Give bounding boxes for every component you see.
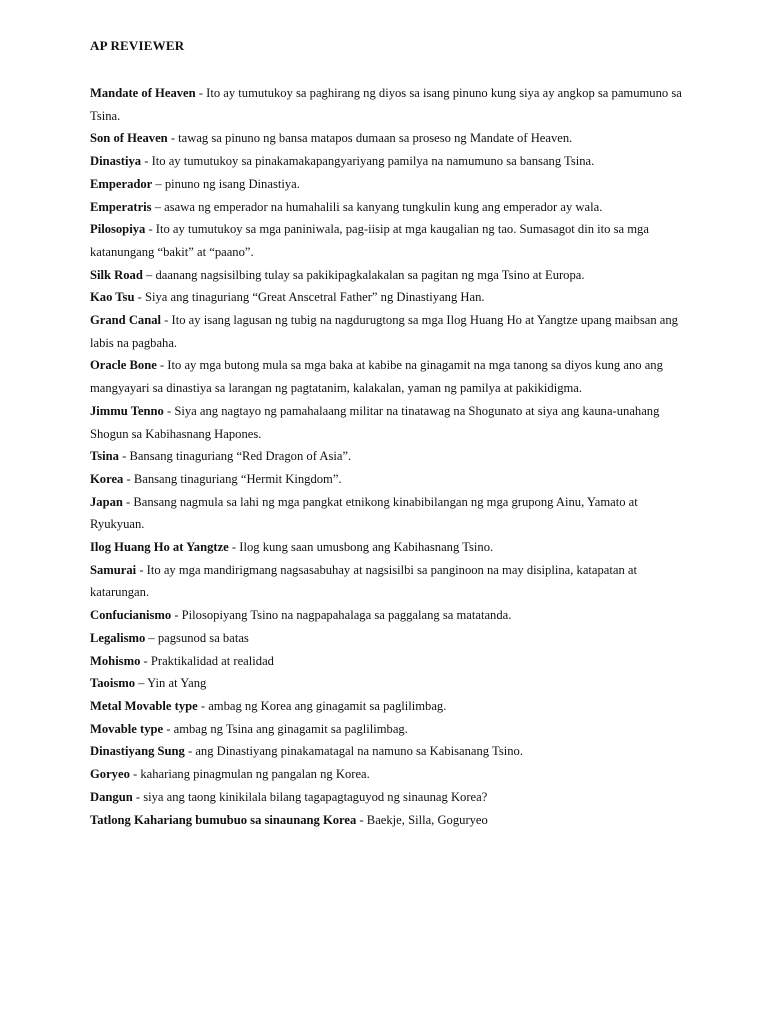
- entry-term: Legalismo: [90, 630, 146, 645]
- entry-definition: - Siya ang nagtayo ng pamahalaang militar na tinatawag na Shogunato at siya ang kauna-unahang Shogun sa Kabihasnang Hapones.: [90, 403, 660, 441]
- glossary-entry: [90, 173, 690, 196]
- glossary-entry: [90, 445, 690, 468]
- entry-term: Ilog Huang Ho at Yangtze: [90, 540, 229, 555]
- glossary-entry: [90, 150, 690, 173]
- entry-term: Mandate of Heaven: [90, 86, 196, 100]
- glossary-list: [90, 82, 690, 831]
- entry-term: Tsina: [90, 449, 119, 464]
- entry-definition: – pinuno ng isang Dinastiya.: [152, 176, 300, 191]
- glossary-entry: [90, 218, 690, 263]
- entry-definition: – pagsunod sa batas: [145, 630, 249, 645]
- entry-term: Taoismo: [90, 676, 136, 691]
- glossary-entry: [90, 650, 690, 673]
- entry-definition: - Ito ay tumutukoy sa pinakamakapangyariyang pamilya na namumuno sa bansang Tsina.: [141, 154, 595, 169]
- entry-term: Mohismo: [90, 653, 141, 668]
- entry-definition: - Pilosopiyang Tsino na nagpapahalaga sa paggalang sa matatanda.: [171, 608, 512, 623]
- entry-definition: - Ito ay mga butong mula sa mga baka at kabibe na ginagamit na mga tanong sa diyos kung ano ang mangyayari sa dinastiya sa larangan ng pagtatanim, kalakalan, yaman ng pamilya at pakikidigma.: [90, 358, 663, 396]
- entry-definition: - Ilog kung saan umusbong ang Kabihasnang Tsino.: [228, 540, 494, 555]
- entry-definition: - Siya ang tinaguriang “Great Anscetral Father” ng Dinastiyang Han.: [134, 290, 485, 305]
- entry-definition: - Bansang nagmula sa lahi ng mga pangkat etnikong kinabibilangan ng mga grupong Ainu, Yamato at Ryukyuan.: [90, 494, 638, 532]
- entry-term: Son of Heaven: [90, 131, 168, 146]
- entry-definition: - Ito ay isang lagusan ng tubig na nagdurugtong sa mga Ilog Huang Ho at Yangtze upang maibsan ang labis na pagbaha.: [90, 313, 678, 350]
- entry-definition: - Ito ay tumutukoy sa mga paniniwala, pag-iisip at mga kaugalian ng tao. Sumasagot din ito sa mga katanungang “bakit” at “paano”.: [90, 222, 649, 259]
- entry-term: Dinastiyang Sung: [90, 744, 185, 759]
- entry-term: Samurai: [90, 562, 137, 577]
- glossary-entry: [90, 468, 690, 491]
- entry-term: Silk Road: [90, 267, 143, 282]
- entry-definition: - Baekje, Silla, Goguryeo: [356, 812, 488, 827]
- document-page: [90, 38, 690, 831]
- glossary-entry: [90, 627, 690, 650]
- entry-term: Korea: [90, 471, 124, 486]
- entry-definition: – asawa ng emperador na humahalili sa kanyang tungkulin kung ang emperador ay wala.: [151, 199, 603, 214]
- glossary-entry: [90, 786, 690, 809]
- entry-definition: - ang Dinastiyang pinakamatagal na namuno sa Kabisanang Tsino.: [184, 744, 523, 759]
- entry-term: Grand Canal: [90, 313, 162, 328]
- entry-term: Pilosopiya: [90, 222, 146, 237]
- glossary-entry: [90, 309, 690, 354]
- glossary-entry: [90, 354, 690, 399]
- glossary-entry: [90, 604, 690, 627]
- glossary-entry: [90, 763, 690, 786]
- document-title: AP REVIEWER: [90, 38, 185, 53]
- entry-definition: - tawag sa pinuno ng bansa matapos dumaan sa proseso ng Mandate of Heaven.: [167, 131, 573, 146]
- entry-term: Dangun: [90, 789, 133, 804]
- entry-term: Tatlong Kahariang bumubuo sa sinaunang Korea: [90, 812, 357, 827]
- glossary-entry: [90, 718, 690, 741]
- glossary-entry: [90, 740, 690, 763]
- glossary-entry: [90, 286, 690, 309]
- glossary-entry: [90, 400, 690, 445]
- entry-definition: - Ito ay tumutukoy sa paghirang ng diyos sa isang pinuno kung siya ay angkop sa pamumuno sa Tsina.: [90, 86, 682, 123]
- entry-term: Emperatris: [90, 199, 152, 214]
- entry-definition: – daanang nagsisilbing tulay sa pakikipagkalakalan sa pagitan ng mga Tsino at Europa.: [142, 267, 585, 282]
- entry-term: Dinastiya: [90, 154, 142, 169]
- entry-term: Japan: [90, 494, 123, 509]
- entry-term: Kao Tsu: [90, 290, 135, 305]
- entry-definition: - siya ang taong kinikilala bilang tagapagtaguyod ng sinaunag Korea?: [132, 789, 488, 804]
- entry-definition: - ambag ng Korea ang ginagamit sa paglilimbag.: [197, 698, 447, 713]
- glossary-entry: [90, 809, 690, 832]
- entry-definition: - kahariang pinagmulan ng pangalan ng Korea.: [129, 767, 370, 782]
- glossary-entry: [90, 536, 690, 559]
- glossary-entry: [90, 559, 690, 604]
- glossary-entry: [90, 264, 690, 287]
- entry-definition: - Praktikalidad at realidad: [140, 653, 274, 668]
- entry-term: Movable type: [90, 721, 164, 736]
- entry-term: Emperador: [90, 176, 153, 191]
- entry-term: Jimmu Tenno: [90, 403, 164, 418]
- entry-term: Metal Movable type: [90, 698, 198, 713]
- entry-definition: - Bansang tinaguriang “Red Dragon of Asia”.: [118, 449, 352, 464]
- glossary-entry: [90, 672, 690, 695]
- glossary-entry: [90, 196, 690, 219]
- entry-definition: - Ito ay mga mandirigmang nagsasabuhay at nagsisilbi sa panginoon na may disiplina, katapatan at katarungan.: [90, 562, 638, 600]
- glossary-entry: [90, 695, 690, 718]
- glossary-entry: [90, 82, 690, 127]
- glossary-entry: [90, 491, 690, 536]
- entry-definition: - Bansang tinaguriang “Hermit Kingdom”.: [123, 471, 342, 486]
- entry-term: Oracle Bone: [90, 358, 157, 373]
- entry-definition: – Yin at Yang: [135, 676, 207, 691]
- entry-definition: - ambag ng Tsina ang ginagamit sa paglilimbag.: [163, 721, 408, 736]
- entry-term: Confucianismo: [90, 608, 172, 623]
- glossary-entry: [90, 127, 690, 150]
- entry-term: Goryeo: [90, 767, 130, 782]
